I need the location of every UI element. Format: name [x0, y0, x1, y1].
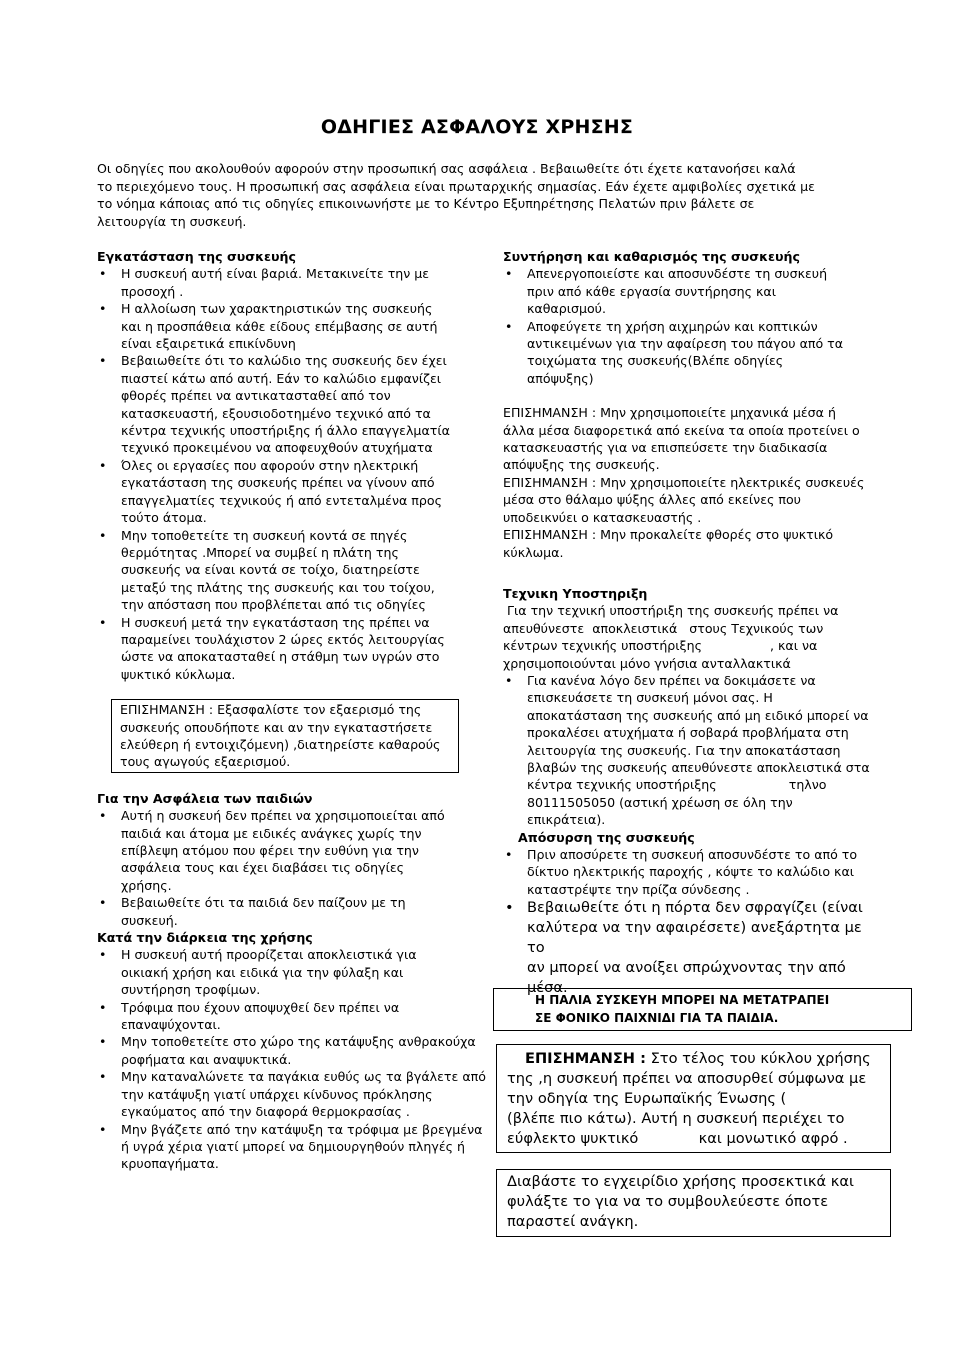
- installation-list: [97, 265, 489, 683]
- list-item: • Η συσκευή αυτή είναι βαριά. Μετακινείτε την με προσοχή .: [97, 265, 489, 300]
- section-heading-installation: Εγκατάσταση της συσκευής: [97, 249, 296, 264]
- support-text: Για την τεχνική υποστήριξη της συσκευής πρέπει να απευθύνεστε αποκλειστικά στους Τεχνικούς των κέντρων τεχνικής υποστήριξης , και να χρησιμοποιούνται μόνο γνήσια ανταλλακτικά: [503, 603, 839, 671]
- intro-line: λειτουργία τη συσκευή.: [97, 213, 247, 229]
- left-column: [97, 248, 489, 1173]
- list-item: • Βεβαιωθείτε ότι τα παιδιά δεν παίζουν με τη συσκευή.: [97, 894, 489, 929]
- section-heading-disposal: Απόσυρση της συσκευής: [518, 829, 695, 845]
- intro-line: Οι οδηγίες που ακολουθούν αφορούν στην προσωπική σας ασφάλεια . Βεβαιωθείτε ότι έχετε κατανοήσει καλά: [97, 161, 796, 176]
- intro-line: το περιεχόμενο τους. Η προσωπική σας ασφάλεια είναι πρωταρχικής σημασίας. Εάν έχετε αμφιβολίες σχετικά με: [97, 178, 815, 194]
- list-item: • Η αλλοίωση των χαρακτηριστικών της συσκευής και η προσπάθεια κάθε είδους επέμβασης σε αυτή είναι εξαιρετικά επικίνδυνη: [97, 300, 489, 352]
- section-heading-children: Για την Ασφάλεια των παιδιών: [97, 790, 313, 806]
- children-list: [97, 807, 489, 929]
- list-item: • Αποφεύγετε τη χρήση αιχμηρών και κοπτικών αντικειμένων για την αφαίρεση του πάγου από τα τοιχώματα της συσκευής(Βλέπε οδηγίες απόψυξης): [503, 318, 875, 388]
- list-item: • Βεβαιωθείτε ότι το καλώδιο της συσκευής δεν έχει πιαστεί κάτω από αυτή. Εάν το καλώδιο εμφανίζει φθορές πρέπει να αντικατασταθεί από τον κατασκευαστή, εξουσιοδοτημένο τεχνικό από τα κέντρα τεχνικής υποστήριξης ή άλλο επαγγελματία τεχνικό προκειμένου να αποφευχθούν ατυχήματα: [97, 352, 489, 456]
- list-item: • Η συσκευή μετά την εγκατάσταση της πρέπει να παραμείνει τουλάχιστον 2 ώρες εκτός λειτουργίας ώστε να αποκατασταθεί η στάθμη των υγρών στο ψυκτικό κύκλωμα.: [97, 614, 489, 684]
- list-item: • Μην βγάζετε από την κατάψυξη τα τρόφιμα με βρεγμένα ή υγρά χέρια γιατί μπορεί να δημιουργηθούν πληγές ή κρυοπαγήματα.: [97, 1121, 489, 1173]
- section-heading-support: Τεχνικη Υποστηριξη: [503, 585, 648, 601]
- disposal-list-large: [503, 898, 875, 998]
- disposal-list: [503, 846, 875, 898]
- maintenance-notes: ΕΠΙΣΗΜΑΝΣΗ : Μην χρησιμοποιείτε μηχανικά μέσα ή άλλα μέσα διαφορετικά από εκείνα τα οποία προτείνει ο κατασκευαστής για να επισπεύσετε την διαδικασία απόψυξης της συσκευής. ΕΠΙΣΗΜΑΝΣΗ : Μην χρησιμοποιείτε ηλεκτρικές συσκευές μέσα στο θάλαμο ψύξης άλλες από εκείνες που υποδεικνύει ο κατασκευαστής . ΕΠΙΣΗΜΑΝΣΗ : Μην προκαλείτε φθορές στο ψυκτικό κύκλωμα.: [503, 405, 865, 560]
- maintenance-list: [503, 265, 875, 387]
- list-item: • Όλες οι εργασίες που αφορούν στην ηλεκτρική εγκατάσταση της συσκευής πρέπει να γίνουν από επαγγελματίες τεχνικούς ή από εντεταλμένα προς τούτο άτομα.: [97, 457, 489, 527]
- list-item: • Μην τοποθετείτε στο χώρο της κατάψυξης ανθρακούχα ροφήματα και αναψυκτικά.: [97, 1033, 489, 1068]
- list-item: • Πριν αποσύρετε τη συσκευή αποσυνδέστε το από το δίκτυο ηλεκτρικής παροχής , κόψτε το καλώδιο και καταστρέψτε την πρίζα σύνδεσης .: [503, 846, 875, 898]
- use-list: [97, 946, 489, 1172]
- page-title: ΟΔΗΓΙΕΣ ΑΣΦΑΛΟΥΣ ΧΡΗΣΗΣ: [320, 116, 634, 138]
- list-item: • Η συσκευή αυτή προορίζεται αποκλειστικά για οικιακή χρήση και ειδικά για την φύλαξη και συντήρηση τροφίμων.: [97, 946, 489, 998]
- ventilation-note-box: ΕΠΙΣΗΜΑΝΣΗ : Εξασφαλίστε τον εξαερισμό της συσκευής οπουδήποτε και αν την εγκαταστήσετε ελεύθερη ή εντοιχιζόμενη) ,διατηρείστε καθαρούς τους αγωγούς εξαερισμού.: [111, 699, 459, 773]
- list-item: • Μην καταναλώνετε τα παγάκια ευθύς ως τα βγάλετε από την κατάψυξη γιατί υπάρχει κίνδυνος πρόκλησης εγκαύματος από την διαφορά θερμοκρασίας .: [97, 1068, 489, 1120]
- section-heading-maintenance: Συντήρηση και καθαρισμός της συσκευής: [503, 249, 800, 264]
- section-heading-use: Κατά την διάρκεια της χρήσης: [97, 930, 313, 946]
- child-danger-warning-box: Η ΠΑΛΙΑ ΣΥΣΚΕΥΗ ΜΠΟΡΕΙ ΝΑ ΜΕΤΑΤΡΑΠΕΙ ΣΕ ΦΟΝΙΚΟ ΠΑΙΧΝΙΔΙ ΓΙΑ ΤΑ ΠΑΙΔΙΑ.: [493, 988, 912, 1031]
- list-item: • Τρόφιμα που έχουν αποψυχθεί δεν πρέπει να επαναψύχονται.: [97, 999, 489, 1034]
- intro-line: το νόημα κάποιας από τις οδηγίες επικοινωνήστε με το Κέντρο Εξυπηρέτησης Πελατών πριν βάλετε σε: [97, 196, 755, 212]
- disposal-note-box: ΕΠΙΣΗΜΑΝΣΗ : Στο τέλος του κύκλου χρήσης της ,η συσκευή πρέπει να αποσυρθεί σύμφωνα με την οδηγία της Ευρωπαϊκής Ένωσης ( (βλέπε πιο κάτω). Αυτή η συσκευή περιέχει το εύφλεκτο ψυκτικό και μονωτικό αφρό .: [496, 1044, 891, 1153]
- list-item: • Μην τοποθετείτε τη συσκευή κοντά σε πηγές θερμότητας .Μπορεί να συμβεί η πλάτη της συσκευής να είναι κοντά σε τοίχο, διατηρείστε μεταξύ της πλάτης της συσκευής και του τοίχου, την απόσταση που προβλέπεται από τις οδηγίες: [97, 527, 489, 614]
- note-label: ΕΠΙΣΗΜΑΝΣΗ :: [525, 1050, 646, 1067]
- list-item: • Για κανένα λόγο δεν πρέπει να δοκιμάσετε να επισκευάσετε τη συσκευή μόνοι σας. Η αποκατάσταση της συσκευής από μη ειδικό μπορεί να προκαλέσει ατυχήματα ή σοβαρά προβλήματα στη λειτουργία της συσκευής. Για την αποκατάσταση βλαβών της συσκευής απευθύνεστε αποκλειστικά στα κέντρα τεχνικής υποστήριξης τηλνο 80111505050 (αστική χρέωση σε όλη την επικράτεια).: [503, 672, 875, 829]
- list-item: • Απενεργοποιείστε και αποσυνδέστε τη συσκευή πριν από κάθε εργασία συντήρησης και καθαρισμού.: [503, 265, 875, 317]
- list-item: • Βεβαιωθείτε ότι η πόρτα δεν σφραγίζει (είναι καλύτερα να την αφαιρέσετε) ανεξάρτητα με το αν μπορεί να ανοίξει σπρώχνοντας την από μέσα.: [503, 898, 875, 998]
- right-column: [503, 248, 875, 998]
- support-list: [503, 672, 875, 829]
- list-item: • Αυτή η συσκευή δεν πρέπει να χρησιμοποιείται από παιδιά και άτομα με ειδικές ανάγκες χωρίς την επίβλεψη ατόμου που φέρει την ευθύνη για την ασφάλεια τους και έχει διαβάσει τις οδηγίες χρήσης.: [97, 807, 489, 894]
- read-manual-note-box: Διαβάστε το εγχειρίδιο χρήσης προσεκτικά και φυλάξτε το για να το συμβουλεύεστε όποτε παραστεί ανάγκη.: [496, 1169, 891, 1237]
- intro-paragraph: [97, 160, 817, 230]
